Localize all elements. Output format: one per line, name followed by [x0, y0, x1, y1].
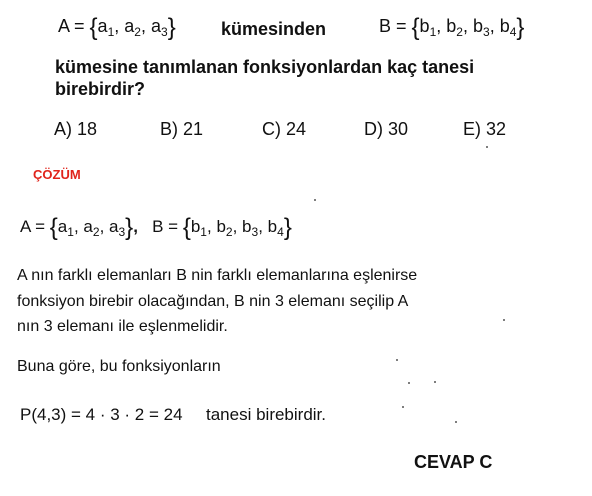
- solution-paragraph-line-2: fonksiyon birebir olacağından, B nin 3 elemanı seçilip A: [17, 293, 409, 310]
- subscript: 2: [134, 25, 141, 39]
- subscript: 3: [483, 25, 490, 39]
- subscript: 1: [200, 225, 207, 239]
- solution-label: ÇÖZÜM: [33, 167, 81, 182]
- solution-paragraph-line-3: nın 3 elemanı ile eşlenmelidir.: [17, 318, 228, 335]
- element: a: [97, 16, 108, 36]
- brace-close: }: [167, 14, 176, 41]
- subscript: 3: [161, 25, 168, 39]
- equals-sign: =: [163, 217, 183, 236]
- element: b: [216, 217, 226, 236]
- scan-speckle: [396, 359, 398, 361]
- set-a-elements: $a_1$, $a_2$, $a_3$: [97, 16, 168, 39]
- element: a: [150, 16, 161, 36]
- subscript: 4: [509, 25, 517, 39]
- question-line-3: birebirdir?: [55, 79, 146, 99]
- solution-buna-line: Buna göre, bu fonksiyonların: [17, 358, 221, 375]
- solution-formula: P(4,3) = 4 · 3 · 2 = 24: [20, 405, 183, 424]
- brace-close: }: [283, 214, 292, 241]
- question-line-2: kümesine tanımlanan fonksiyonlardan kaç tanesi: [55, 57, 475, 77]
- element: a: [109, 217, 119, 236]
- equals-sign: =: [30, 217, 50, 236]
- option-b: B) 21: [160, 119, 204, 139]
- middle-word: kümesinden: [221, 19, 327, 39]
- scan-speckle: [314, 199, 316, 201]
- element: b: [419, 16, 430, 36]
- subscript: 1: [67, 225, 74, 239]
- element: b: [267, 217, 278, 236]
- solution-formula-tail: tanesi birebirdir.: [206, 405, 327, 424]
- brace-open: {: [89, 14, 98, 41]
- element: b: [499, 16, 510, 36]
- brace-open: {: [411, 14, 420, 41]
- brace-close: }: [125, 214, 134, 241]
- set-a-name: A: [58, 16, 70, 36]
- option-a: A) 18: [54, 119, 98, 139]
- subscript: 3: [118, 225, 126, 239]
- element: b: [472, 16, 483, 36]
- set-b-expression: $B = \{b_1$, $b_2$, $b_3$, $b_4$}: [379, 14, 525, 41]
- scan-speckle: [402, 406, 404, 408]
- scan-speckle: [434, 381, 436, 383]
- brace-close: }: [516, 14, 525, 41]
- option-e: E) 32: [463, 119, 507, 139]
- subscript: 2: [225, 225, 233, 239]
- equals-sign: =: [391, 16, 412, 36]
- set-a-name: A: [20, 217, 31, 236]
- element: b: [242, 217, 252, 236]
- question-line-1: [58, 14, 176, 42]
- scan-speckle: [486, 146, 488, 148]
- brace-open: {: [182, 214, 191, 241]
- answer-label: CEVAP C: [414, 452, 493, 472]
- set-b-name: B: [152, 217, 164, 236]
- separator-comma: ,: [133, 217, 138, 236]
- set-a-expression: [58, 14, 176, 41]
- element: b: [190, 217, 201, 236]
- scan-speckle: [455, 421, 457, 423]
- equals-sign: =: [69, 16, 90, 36]
- element: a: [83, 217, 93, 236]
- subscript: 4: [277, 225, 284, 239]
- scan-speckle: [408, 382, 410, 384]
- solution-paragraph-line-1: A nın farklı elemanları B nin farklı elemanlarına eşlenirse: [17, 267, 418, 284]
- scan-speckle: [503, 319, 505, 321]
- brace-open: {: [49, 214, 58, 241]
- subscript: 2: [92, 225, 100, 239]
- subscript: 3: [251, 225, 259, 239]
- subscript: 1: [107, 25, 115, 39]
- option-c: C) 24: [262, 119, 307, 139]
- option-d: D) 30: [364, 119, 409, 139]
- set-b-name: B: [379, 16, 392, 36]
- element: a: [124, 16, 135, 36]
- element: a: [57, 217, 68, 236]
- subscript: 1: [429, 25, 437, 39]
- element: b: [446, 16, 457, 36]
- subscript: 2: [456, 25, 463, 39]
- solution-sets-line: $A = \{a_1$, $a_2$, $a_3$}, $B = \{b_1$, $b_2$, $b_3$, $b_4$}: [20, 214, 292, 241]
